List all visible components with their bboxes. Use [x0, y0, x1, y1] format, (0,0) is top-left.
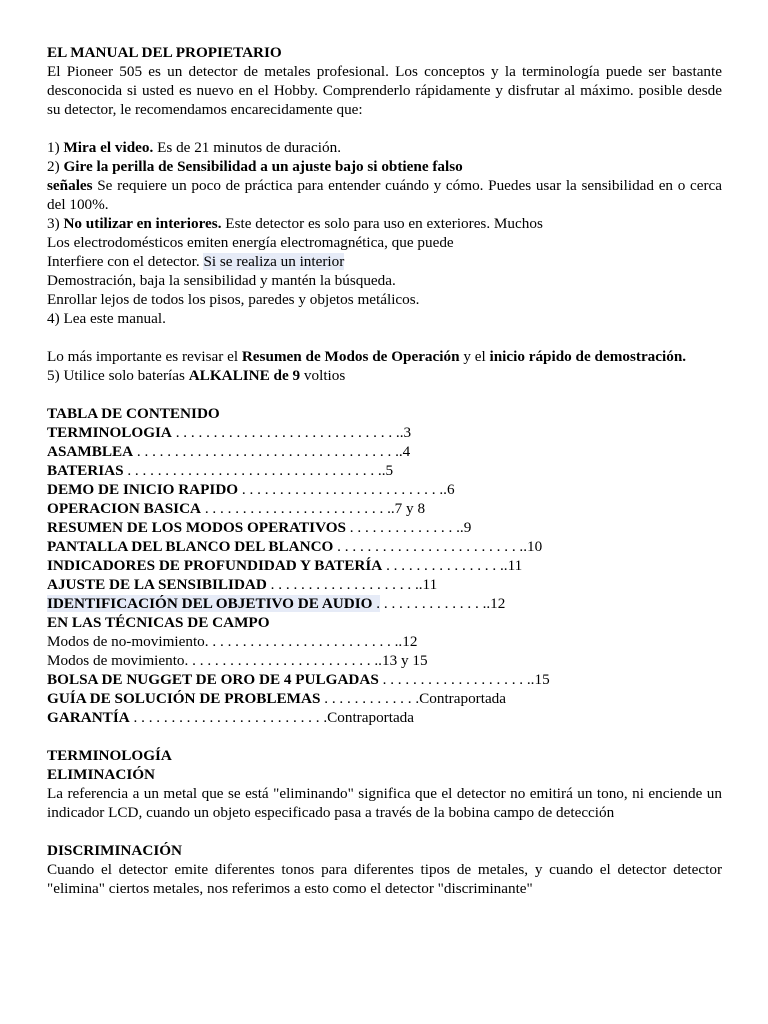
discrimination-text: Cuando el detector emite diferentes tonos para diferentes tipos de metales, y cuando el detector detector "elimina" ciertos metales, nos referimos a esto como el detector "discriminante" [47, 861, 722, 897]
list-item-2: 2) Gire la perilla de Sensibilidad a un ajuste bajo si obtiene falso [47, 158, 463, 175]
toc-row-label: Modos de movimiento. [47, 652, 189, 669]
page-content [47, 43, 722, 898]
toc-row [47, 442, 722, 461]
document-title: EL MANUAL DEL PROPIETARIO [47, 44, 282, 61]
toc-row-label: GUÍA DE SOLUCIÓN DE PROBLEMAS [47, 690, 321, 707]
toc-row-page: .3 [399, 424, 412, 441]
toc-row [47, 423, 722, 442]
toc-row-page: Contraportada [327, 709, 415, 726]
toc-row-page: .7 y 8 [390, 500, 426, 517]
toc-row-leader: . . . . . . . . . . . . . . . [372, 595, 487, 612]
toc-row-leader: . . . . . . . . . . . . . . . . . . . . . . . . . . . . . . [171, 424, 400, 441]
toc-row-page: .11 [418, 576, 438, 593]
toc-row [47, 651, 722, 670]
toc-list-2 [47, 670, 722, 727]
toc-row-leader: . . . . . . . . . . . . . . . . . . . . . . . . . . [129, 709, 328, 726]
list-item-3-line-2: Los electrodomésticos emiten energía electromagnética, que puede [47, 234, 454, 251]
toc-row-label: GARANTÍA [47, 709, 130, 726]
list-item-3-line-5: Enrollar lejos de todos los pisos, paredes y objetos metálicos. [47, 291, 420, 308]
list-item-5: 5) Utilice solo baterías ALKALINE de 9 voltios [47, 367, 346, 384]
important-paragraph: Lo más importante es revisar el Resumen de Modos de Operación y el inicio rápido de demostración. [47, 348, 687, 365]
toc-row-label: AJUSTE DE LA SENSIBILIDAD [47, 576, 267, 593]
toc-field-heading: EN LAS TÉCNICAS DE CAMPO [47, 614, 270, 631]
toc-row [47, 556, 722, 575]
toc-row-label: BATERIAS [47, 462, 124, 479]
toc-row-leader: . . . . . . . . . . . . . . . . . . . . . . . . . [188, 652, 379, 669]
toc-row-label: ASAMBLEA [47, 443, 134, 460]
toc-row-leader: . . . . . . . . . . . . . . . . . . . . . . . . . [208, 633, 399, 650]
toc-sub-list [47, 632, 722, 670]
toc-row-leader: . . . . . . . . . . . . . . . . . . . . [266, 576, 419, 593]
elimination-text: La referencia a un metal que se está "eliminando" significa que el detector no emitirá un tono, ni enciende un indicador LCD, cuando un objeto especificado pasa a través de la bobina campo de detección [47, 785, 722, 821]
toc-row-leader: . . . . . . . . . . . . . . . . . . . . . . . . . [201, 500, 391, 517]
toc-list [47, 423, 722, 613]
toc-row-leader: . . . . . . . . . . . . . . . . . . . . . . . . . . . [238, 481, 444, 498]
list-item-2-continued: señales Se requiere un poco de práctica para entender cuándo y cómo. Puedes usar la sensibilidad en o cerca del 100%. [47, 177, 722, 213]
toc-row-label: INDICADORES DE PROFUNDIDAD Y BATERÍA [47, 557, 383, 574]
toc-row-leader: . . . . . . . . . . . . . . . [346, 519, 460, 536]
toc-row-label: BOLSA DE NUGGET DE ORO DE 4 PULGADAS [47, 671, 379, 688]
toc-row [47, 575, 722, 594]
toc-row-page: .15 [530, 671, 550, 688]
toc-row-label: OPERACION BASICA [47, 500, 202, 517]
toc-row-page: .13 y 15 [378, 652, 428, 669]
toc-row-leader: . . . . . . . . . . . . . . . . . . . . [378, 671, 531, 688]
toc-row [47, 708, 722, 727]
toc-row-leader: . . . . . . . . . . . . . . . . . . . . . . . . . . . . . . . . . . [123, 462, 382, 479]
toc-row-label: IDENTIFICACIÓN DEL OBJETIVO DE AUDIO [47, 595, 373, 612]
toc-row [47, 689, 722, 708]
toc-row [47, 480, 722, 499]
list-item-3-line-4: Demostración, baja la sensibilidad y mantén la búsqueda. [47, 272, 396, 289]
intro-paragraph: El Pioneer 505 es un detector de metales profesional. Los conceptos y la terminología puede ser bastante desconocida si usted es nuevo en el Hobby. Comprenderlo rápidamente y disfrutar al máximo. posible desde su detector, le recomendamos encarecidamente que: [47, 63, 722, 118]
list-item-4: 4) Lea este manual. [47, 310, 166, 327]
list-item-1: 1) Mira el video. Es de 21 minutos de duración. [47, 139, 341, 156]
toc-row-leader: . . . . . . . . . . . . . . . . . . . . . . . . . [333, 538, 524, 555]
toc-row-leader: . . . . . . . . . . . . . . . . [382, 557, 504, 574]
toc-row-page: Contraportada [419, 690, 507, 707]
highlighted-text: Si se realiza un interior [203, 253, 345, 270]
toc-row-label: PANTALLA DEL BLANCO DEL BLANCO [47, 538, 334, 555]
toc-row-leader: . . . . . . . . . . . . . [320, 690, 420, 707]
toc-heading: TABLA DE CONTENIDO [47, 405, 220, 422]
toc-row-label: DEMO DE INICIO RAPIDO [47, 481, 239, 498]
toc-row [47, 594, 722, 613]
toc-row-label: RESUMEN DE LOS MODOS OPERATIVOS [47, 519, 346, 536]
toc-row [47, 537, 722, 556]
elimination-heading: ELIMINACIÓN [47, 766, 156, 783]
toc-row-leader: . . . . . . . . . . . . . . . . . . . . . . . . . . . . . . . . . . . [133, 443, 399, 460]
toc-row-page: .11 [503, 557, 523, 574]
toc-row-label: TERMINOLOGIA [47, 424, 172, 441]
terminology-heading: TERMINOLOGÍA [47, 747, 172, 764]
toc-row [47, 499, 722, 518]
toc-row-page: .10 [523, 538, 543, 555]
toc-row-page: .12 [398, 633, 418, 650]
toc-row-page: .12 [486, 595, 506, 612]
toc-row [47, 518, 722, 537]
list-item-3-line-3: Interfiere con el detector. Si se realiza un interior [47, 253, 345, 270]
toc-row [47, 670, 722, 689]
toc-row [47, 632, 722, 651]
toc-row-label: Modos de no-movimiento. [47, 633, 209, 650]
toc-row [47, 461, 722, 480]
toc-row-page: .9 [459, 519, 472, 536]
toc-row-page: .6 [443, 481, 455, 498]
toc-row-page: .4 [398, 443, 411, 460]
list-item-3: 3) No utilizar en interiores. Este detector es solo para uso en exteriores. Muchos [47, 215, 543, 232]
discrimination-heading: DISCRIMINACIÓN [47, 842, 183, 859]
toc-row-page: .5 [381, 462, 394, 479]
